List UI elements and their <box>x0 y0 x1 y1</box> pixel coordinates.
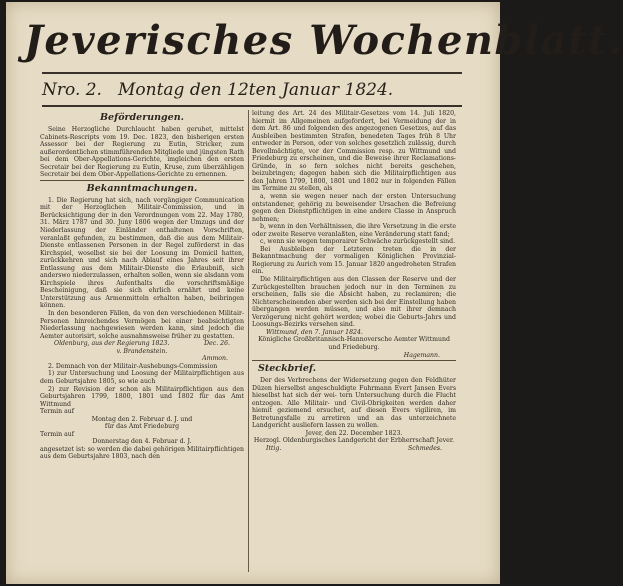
section-heading: Steckbrief. <box>252 360 456 376</box>
issue-date: Montag den 12ten Januar 1824. <box>118 80 394 100</box>
masthead-title: Jeverisches Wochenblatt. <box>24 17 623 64</box>
paragraph: Der des Verbrechens der Widersetzung gegen den Feldhüter Düzen hierselbst angeschuldigte Fuhrmann Evert Jansen Evers hieselbst hat sich der wei- tern Untersuchung durch die Flucht entzogen. Alle Militair- und Civil-Obrigkeiten werden daher hiemit geziemend ersuchet, auf diesen Evers vigiliren, im Betretungsfalle zu arretiren und an das unterzeichnete Landgericht ausliefern lassen zu wollen. <box>252 377 456 430</box>
centered-line: Königliche Großbritannisch-Hannoversche Aemter Wittmund und Friedeburg. <box>258 336 450 351</box>
paragraph: Termin auf <box>40 408 75 416</box>
paragraph: Termin auf <box>40 430 75 438</box>
signature: Ammon. <box>202 355 228 363</box>
section-heading: Bekanntmachungen. <box>40 180 244 196</box>
paragraph: Die Militairpflichtigen aus den Classen der Reserve und der Zurückgestellten brauchen jedoch nur in den Terminen zu erscheinen, falls sie die Absicht haben, zu reclamiren; die Nichterscheinenden aber werden sich bei der Einstellung haben übergangen werden müssen, und also mit ihrer demnach Verzögerung nicht gehört werden; wobei die Geburts-Jahrs und Loosungs-Bezirks versehen sind. <box>252 276 456 329</box>
signature-left: Oldenburg, aus der Regierung 1823. <box>54 340 170 348</box>
paragraph: Bei Ausbleiben der Letzteren treten die in der Bekanntmachung der vormaligen Königlichen Provinzial-Regierung zu Aurich vom 15. Januar 1820 angedroheten Strafen ein. <box>252 245 456 276</box>
paragraph: 1. Die Regierung hat sich, nach vorgängiger Communication mit der Herzoglichen Militair-Commission, und in Berücksichtigung der in den Verordnungen vom 22. May 1780, 31. März 1787 und 30. Juny 1806 wegen der Umzugs und der Niederlassung der Einländer enthaltenen Vorschriften, veranlaßt gefunden, zu bestimmen, daß die aus dem Militair-Dienste entlassenen Personen in der Regel zuförderst in das Kirchspiel, woselbst sie bei der Loosung im Domicil hatten, zurückkehren und sich nach Ablauf eines Jahres seit ihrer Entlassung aus dem Militair-Dienste die Erlaubniß, sich anderswo niederzulassen, erhalten sollen, wenn sie alsdann vom Kirchspiele ihres Aufenthalts die vorschriftsmäßige Bescheinigung, daß sie sich ehrlich ernährt und keine Unterstützung aus Armenmitteln erhalten haben, beibringen können. <box>40 196 244 310</box>
masthead-rule-bottom <box>42 105 462 107</box>
signature-right: Schmedes. <box>408 444 442 452</box>
signature-line <box>252 329 456 337</box>
signature-left: Wittmund, den 7. Januar 1824. <box>266 328 363 336</box>
paragraph: angesetzet ist: so werden die dabei gehörigen Militairpflichtigen aus dem Geburtsjahre 1803, nach den <box>40 445 244 461</box>
signature-line <box>252 445 456 453</box>
section-heading: Beförderungen. <box>100 112 184 123</box>
signature-line <box>40 340 244 348</box>
signature: v. Brandenstein. <box>116 347 168 355</box>
paragraph: 2. Demnach von der Militair-Aushebungs-Commission <box>48 362 218 370</box>
centered-line: Donnerstag den 4. Februar d. J. <box>92 438 192 446</box>
column-separator <box>248 110 249 572</box>
paragraph: leitung des Art. 24 des Militair-Gesetzes vom 14. Juli 1820, hiermit im Allgemeinen aufgefordert, bei Vermeidung der in dem Art. 86 und folgenden des angezogenen Gesetzes, auf das Ausbleiben bestimmten Strafen, benedeten Tages früh 8 Uhr entweder in Person, oder von solches gesetzlich zulässig, durch Bevollmächtigte, vor der Commission resp. zu Wittmund und Friedeburg zu erscheinen, und die Beweise ihrer Reclamations-Gründe, in so fern solches nicht bereits geschehen, beizubringen; dagegen haben sich die Militairpflichtigen aus den Jahren 1799, 1800, 1801 und 1802 nur in folgenden Fällen im Termine zu stellen, als <box>252 110 456 193</box>
centered-line: Montag den 2. Februar d. J. und <box>91 415 193 423</box>
newspaper-page <box>6 2 623 584</box>
paragraph: c, wenn sie wegen temporairer Schwäche zurückgestellt sind. <box>260 238 456 246</box>
paragraph: 1) zur Untersuchung und Loosung der Militairpflichtigen aus dem Geburtsjahre 1805, so wie auch <box>40 370 244 385</box>
centered-line: Herzogl. Oldenburgisches Landgericht der Erbherrschaft Jever. <box>253 437 455 445</box>
paragraph: Seine Herzogliche Durchlaucht haben geruhet, mittelst Cabinets-Rescripts vom 19. Dec. 1823, den bisherigen ersten Assessor bei der Regierung zu Eutin, Stricker, zum außerordentlichen stimmführenden Mitgliede und jüngsten Rath bei dem Ober-Appellations-Gerichte, imgleichen den ersten Secretair bei der Regierung zu Eutin, Kruse, zum überzähligen Secretair bei dem Ober-Appellations-Gerichte zu ernennen. <box>40 126 244 179</box>
signature-left: Ittig. <box>266 444 282 452</box>
masthead-rule-top <box>42 72 462 74</box>
centered-line: für das Amt Friedeburg <box>104 423 180 431</box>
issue-line <box>42 78 462 102</box>
paragraph: a, wenn sie wegen neuer nach der ersten Untersuchung entstandener, gehörig zu beweisender Ursachen die Befreiung gegen den Dienstpflichtigen in eine andere Classe in Anspruch nehmen; <box>252 193 456 223</box>
issue-number: Nro. 2. <box>42 80 102 100</box>
paragraph: In den besonderen Fällen, da von den verschiedenen Militair-Personen hinreichendes Vermögen bei einer beabsichtigten Niederlassung nachgewiesen werden kann, sind jedoch die Aemter autorisirt, solche ausnahmsweise früher zu gestatten. <box>40 310 244 340</box>
paragraph: b, wenn in den Verhältnissen, die ihre Versetzung in die erste oder zweite Reserve veranlaßten, eine Veränderung statt fand; <box>252 223 456 238</box>
signature: Hagemann. <box>403 351 440 359</box>
left-column <box>40 110 244 572</box>
signature-right: Dec. 26. <box>204 340 230 348</box>
centered-line: Jever, den 22. December 1823. <box>305 429 403 437</box>
right-column <box>252 110 456 572</box>
paragraph: 2) zur Revision der schon als Militairpflichtigen aus den Geburtsjahren 1799, 1800, 1801 und 1802 für das Amt Wittmund <box>40 385 244 408</box>
